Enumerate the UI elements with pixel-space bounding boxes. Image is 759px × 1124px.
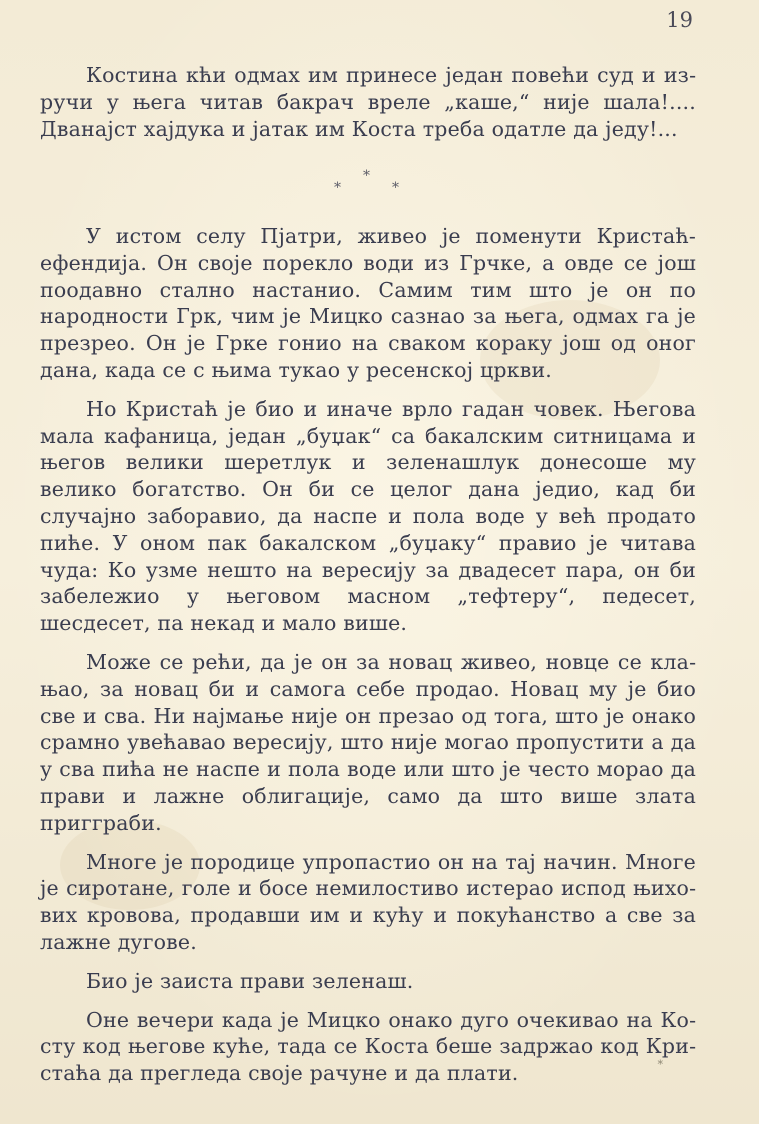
asterisk: * xyxy=(363,168,370,184)
opening-text-block xyxy=(40,62,696,142)
paragraph: Но Кристаћ је био и иначе врло гадан човек. Његова мала кафаница, један „буџак“ са бакалским ситницама и његов велики шеретлук и зеленашлук донесоше му велико богатство. Он би се целог дана једио, кад би случајно заборавио, да наспе и пола воде у већ продато пиће. У оном пак бакалском „буџаку“ правио је читава чуда: Ко узме нешто на вересију за двадесет пара, он би забележио у његовом масном „тефтеру“, педесет, шесдесет, па некад и мало више. xyxy=(40,396,696,636)
section-break-asterism xyxy=(330,168,410,198)
asterisk: * xyxy=(334,180,341,196)
main-text-block xyxy=(40,223,696,1087)
corner-mark: * xyxy=(657,1058,663,1071)
page-number: 19 xyxy=(666,8,693,32)
paragraph: Многе је породице упропастио он на тај начин. Многе је сиротане, голе и босе немилостиво истерао испод њихових кровова, продавши им и кућу и покућанство а све за лажне дугове. xyxy=(40,849,696,954)
paragraph: Оне вечери када је Мицко онако дуго очекивао на Косту код његове куће, тада се Коста беше задржао код Кристаћа да прегледа своје рачуне и да плати. xyxy=(40,1007,696,1086)
paragraph: Био је заиста прави зеленаш. xyxy=(86,968,414,993)
asterisk: * xyxy=(392,180,399,196)
paragraph: У истом селу Пјатри, живео је поменути Кристаћ-ефендија. Он своје порекло води из Грчке, а овде се још поодавно стално настанио. Самим тим што је он по народности Грк, чим је Мицко сазнао за њега, одмах га је презрео. Он је Грке гонио на сваком кораку још од оног дана, када се с њима тукао у ресенској цркви. xyxy=(40,224,696,382)
paragraph: Може се рећи, да је он за новац живео, новце се клањао, за новац би и самога себе продао. Новац му је био све и сва. Ни најмање није он презао од тога, што је онако срамно увећавао вересију, што није могао пропустити а да у сва пића не наспе и пола воде или што је често морао да прави и лажне облигације, само да што више злата пригграби. xyxy=(40,649,696,835)
paragraph: Костина кћи одмах им принесе један повећи суд и изручи у њега читав бакрач вреле „каше,“ није шала!.... Дванајст хајдука и јатак им Коста треба одатле да једу!... xyxy=(40,63,696,141)
